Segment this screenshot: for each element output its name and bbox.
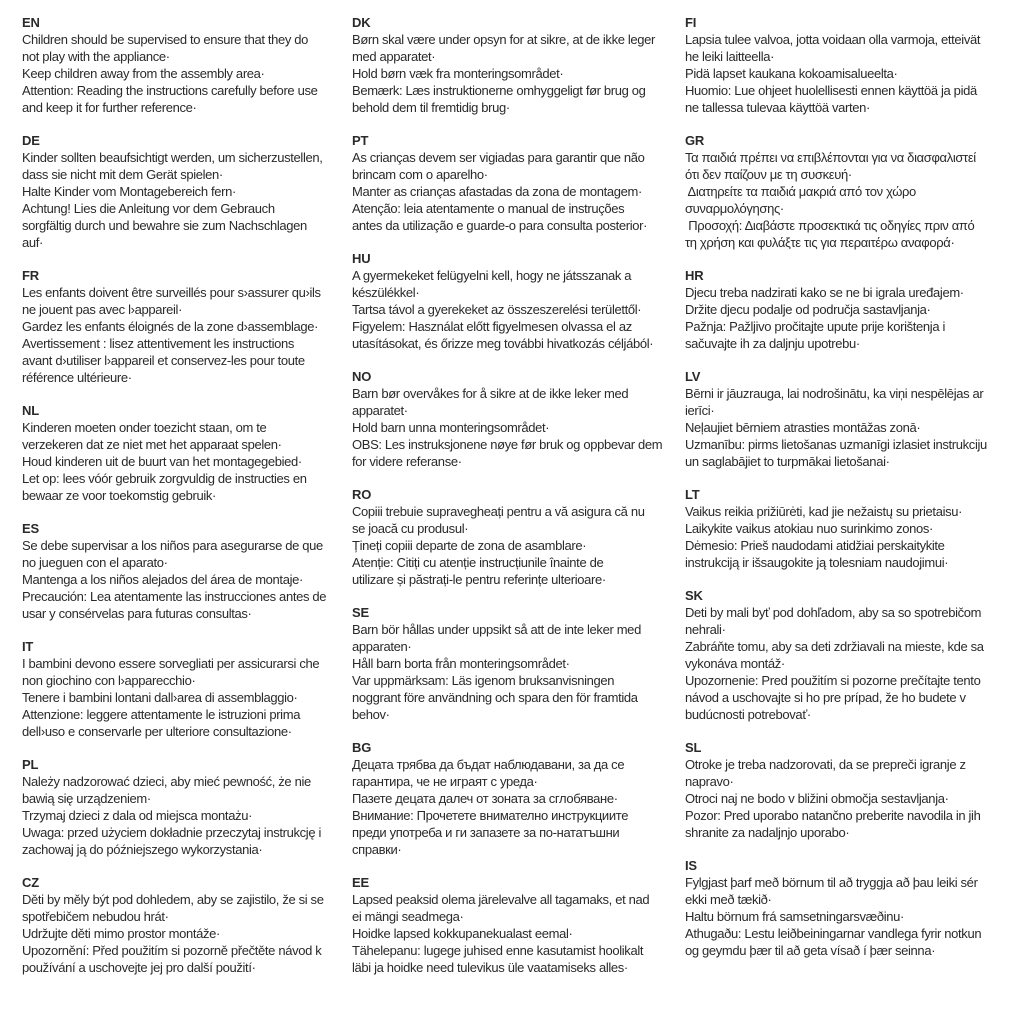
language-block-no: [352, 368, 680, 470]
instruction-line: utasításokat, és őrizze meg további hivatkozás céljából·: [352, 336, 654, 351]
language-code-label: DE: [22, 133, 40, 148]
instruction-line: he leiki laitteella·: [685, 49, 775, 64]
instruction-line: Vaikus reikia prižiūrėti, kad jie nežaistų su prietaisu·: [685, 504, 963, 519]
language-column-3: [685, 14, 1013, 975]
language-block-hr: [685, 267, 1013, 352]
language-block-pt: [352, 132, 680, 234]
language-block-sk: [685, 587, 1013, 723]
instruction-line: Țineți copiii departe de zona de asamblare·: [352, 538, 587, 553]
language-block-ro: [352, 486, 680, 588]
instruction-line: og geymdu þær til að geta vísað í þær seinna·: [685, 943, 936, 958]
language-block-pl: [22, 756, 350, 858]
language-code-label: HR: [685, 268, 704, 283]
instruction-line: Attenzione: leggere attentamente le istruzioni prima: [22, 707, 301, 722]
instruction-line: napravo·: [685, 774, 734, 789]
instruction-line: usar y consérvelas para futuras consultas·: [22, 606, 252, 621]
instruction-line: Fylgjast þarf með börnum til að tryggja að þau leiki sér: [685, 875, 978, 890]
language-block-sl: [685, 739, 1013, 841]
instruction-line: Pidä lapset kaukana kokoamisalueelta·: [685, 66, 898, 81]
instruction-line: Dėmesio: Prieš naudodami atidžiai perskaitykite: [685, 538, 945, 553]
language-block-de: [22, 132, 350, 251]
language-code-label: EE: [352, 875, 369, 890]
instruction-line: гарантира, че не играят с уреда·: [352, 774, 538, 789]
language-block-fr: [22, 267, 350, 386]
instruction-line: verzekeren dat ze niet met het apparaat spelen·: [22, 437, 282, 452]
language-block-fi: [685, 14, 1013, 116]
instruction-line: Udržujte děti mimo prostor montáže·: [22, 926, 220, 941]
instruction-line: Децата трябва да бъдат наблюдавани, за да се: [352, 757, 625, 772]
language-code-label: PT: [352, 133, 369, 148]
instruction-line: Τα παιδιά πρέπει να επιβλέπονται για να διασφαλιστεί: [685, 150, 976, 165]
instruction-line: Kinder sollten beaufsichtigt werden, um sicherzustellen,: [22, 150, 323, 165]
instruction-line: Upozornenie: Pred použitím si pozorne prečítajte tento: [685, 673, 981, 688]
language-code-label: FI: [685, 15, 697, 30]
instruction-line: bewaar ze voor toekomstig gebruik·: [22, 488, 217, 503]
language-code-label: DK: [352, 15, 371, 30]
instruction-line: Les enfants doivent être surveillés pour s›assurer qu›ils: [22, 285, 321, 300]
language-block-es: [22, 520, 350, 622]
instruction-line: Držite djecu podalje od područja sastavljanja·: [685, 302, 931, 317]
instruction-line: справки·: [352, 842, 402, 857]
instruction-line: instrukciją ir išsaugokite ją tolesniam naudojimui·: [685, 555, 949, 570]
instruction-line: Lapsed peaksid olema järelevalve all tagamaks, et nad: [352, 892, 650, 907]
instruction-line: Gardez les enfants éloignés de la zone d›assemblage·: [22, 319, 319, 334]
instruction-line: Achtung! Lies die Anleitung vor dem Gebrauch: [22, 201, 275, 216]
instruction-line: nehrali·: [685, 622, 726, 637]
instruction-line: Lapsia tulee valvoa, jotta voidaan olla varmoja, etteivät: [685, 32, 981, 47]
language-block-ee: [352, 874, 680, 976]
instruction-line: dell›uso e conservarle per ulteriore consultazione·: [22, 724, 292, 739]
instruction-line: ei mängi seadmega·: [352, 909, 464, 924]
instruction-line: for videre referanse·: [352, 454, 462, 469]
instruction-line: Copiii trebuie supravegheați pentru a vă asigura că nu: [352, 504, 645, 519]
instruction-line: τη χρήση και φυλάξτε τις για περαιτέρω αναφορά·: [685, 235, 955, 250]
instruction-line: Należy nadzorować dzieci, aby mieć pewność, że nie: [22, 774, 311, 789]
instruction-line: Se debe supervisar a los niños para asegurarse de que: [22, 538, 323, 553]
instruction-line: not play with the appliance·: [22, 49, 170, 64]
language-column-1: [22, 14, 350, 992]
instruction-line: Barn bör hållas under uppsikt så att de inte leker med: [352, 622, 641, 637]
instruction-line: Keep children away from the assembly area·: [22, 66, 265, 81]
instruction-line: budúcnosti potrebovať·: [685, 707, 811, 722]
instruction-line: Внимание: Прочетете внимателно инструкциите: [352, 808, 629, 823]
language-block-dk: [352, 14, 680, 116]
instruction-line: se joacă cu produsul·: [352, 521, 469, 536]
instruction-line: ότι δεν παίζουν με τη συσκευή·: [685, 167, 852, 182]
instruction-line: shranite za nadaljnjo uporabo·: [685, 825, 850, 840]
instruction-line: no jueguen con el aparato·: [22, 555, 168, 570]
instruction-line: Let op: lees vóór gebruik zorgvuldig de instructies en: [22, 471, 307, 486]
instruction-line: brincam com o aparelho·: [352, 167, 488, 182]
instruction-line: Uzmanību: pirms lietošanas uzmanīgi izlasiet instrukciju: [685, 437, 987, 452]
instruction-line: Děti by měly být pod dohledem, aby se zajistilo, že si se: [22, 892, 324, 907]
language-code-label: NO: [352, 369, 372, 384]
instruction-line: Håll barn borta från monteringsområdet·: [352, 656, 570, 671]
instruction-line: Deti by mali byť pod dohľadom, aby sa so spotrebičom: [685, 605, 982, 620]
instruction-line: antes da utilização e guarde-o para consulta posterior·: [352, 218, 648, 233]
language-code-label: LV: [685, 369, 701, 384]
instruction-line: Hoidke lapsed kokkupanekualast eemal·: [352, 926, 573, 941]
instruction-line: Uwaga: przed użyciem dokładnie przeczytaj instrukcję i: [22, 825, 322, 840]
instruction-line: Trzymaj dzieci z dala od miejsca montażu·: [22, 808, 253, 823]
language-code-label: SK: [685, 588, 703, 603]
instruction-line: Barn bør overvåkes for å sikre at de ikke leker med: [352, 386, 629, 401]
language-code-label: BG: [352, 740, 372, 755]
instruction-line: Houd kinderen uit de buurt van het montagegebied·: [22, 454, 302, 469]
language-block-en: [22, 14, 350, 116]
language-code-label: LT: [685, 487, 700, 502]
instruction-line: Laikykite vaikus atokiau nuo surinkimo zonos·: [685, 521, 933, 536]
instruction-line: Manter as crianças afastadas da zona de montagem·: [352, 184, 642, 199]
language-code-label: CZ: [22, 875, 39, 890]
instruction-line: sačuvajte ih za daljnju upotrebu·: [685, 336, 860, 351]
instruction-line: Figyelem: Használat előtt figyelmesen olvassa el az: [352, 319, 632, 334]
language-block-it: [22, 638, 350, 740]
instruction-line: apparatet·: [352, 403, 408, 418]
language-block-is: [685, 857, 1013, 959]
instruction-line: auf·: [22, 235, 44, 250]
instruction-line: Children should be supervised to ensure that they do: [22, 32, 309, 47]
instruction-line: преди употреба и ги запазете за по-нататъшни: [352, 825, 620, 840]
instruction-line: I bambini devono essere sorvegliati per assicurarsi che: [22, 656, 320, 671]
language-code-label: ES: [22, 521, 39, 536]
instruction-line: ne jouent pas avec l›appareil·: [22, 302, 183, 317]
instruction-line: Børn skal være under opsyn for at sikre, at de ikke leger: [352, 32, 656, 47]
instruction-line: Halte Kinder vom Montagebereich fern·: [22, 184, 236, 199]
instruction-line: Athugaðu: Lestu leiðbeiningarnar vandlega fyrir notkun: [685, 926, 982, 941]
language-code-label: SL: [685, 740, 702, 755]
instruction-line: spotřebičem nebudou hrát·: [22, 909, 169, 924]
instruction-line: Mantenga a los niños alejados del área de montaje·: [22, 572, 303, 587]
instruction-line: Hold børn væk fra monteringsområdet·: [352, 66, 564, 81]
instruction-line: készülékkel·: [352, 285, 420, 300]
instruction-line: utilizare și păstrați-le pentru referințe ulterioare·: [352, 572, 606, 587]
language-block-lt: [685, 486, 1013, 571]
instruction-line: Bemærk: Læs instruktionerne omhyggeligt før brug og: [352, 83, 646, 98]
language-code-label: FR: [22, 268, 39, 283]
instruction-line: Neļaujiet bērniem atrasties montāžas zonā·: [685, 420, 921, 435]
instruction-line: Avertissement : lisez attentivement les instructions: [22, 336, 295, 351]
instruction-line: behov·: [352, 707, 390, 722]
instruction-line: Atenție: Citiți cu atenție instrucțiunile înainte de: [352, 555, 604, 570]
instruction-line: zachowaj ją do późniejszego wykorzystania·: [22, 842, 263, 857]
instruction-line: Pažnja: Pažljivo pročitajte upute prije korištenja i: [685, 319, 945, 334]
language-code-label: HU: [352, 251, 371, 266]
instruction-line: Huomio: Lue ohjeet huolellisesti ennen käyttöä ja pidä: [685, 83, 977, 98]
instruction-line: Tähelepanu: lugege juhised enne kasutamist hoolikalt: [352, 943, 644, 958]
instruction-line: Kinderen moeten onder toezicht staan, om te: [22, 420, 267, 435]
instruction-line: Atenção: leia atentamente o manual de instruções: [352, 201, 625, 216]
instruction-line: ne tallessa tulevaa käyttöä varten·: [685, 100, 871, 115]
instruction-line: Пазете децата далеч от зоната за сглобяване·: [352, 791, 618, 806]
language-block-se: [352, 604, 680, 723]
language-code-label: EN: [22, 15, 40, 30]
language-block-lv: [685, 368, 1013, 470]
instruction-line: Διατηρείτε τα παιδιά μακριά από τον χώρο: [685, 184, 916, 199]
language-code-label: RO: [352, 487, 372, 502]
instruction-line: sorgfältig durch und bewahre sie zum Nachschlagen: [22, 218, 307, 233]
instruction-line: läbi ja hoidke need tulevikus üle vaatamiseks alles·: [352, 960, 628, 975]
language-code-label: IT: [22, 639, 34, 654]
instruction-line: Djecu treba nadzirati kako se ne bi igrala uređajem·: [685, 285, 964, 300]
language-block-gr: [685, 132, 1013, 251]
instruction-line: Upozornění: Před použitím si pozorně přečtěte návod k: [22, 943, 322, 958]
instruction-line: avant d›utiliser l›appareil et conservez-les pour toute: [22, 353, 305, 368]
language-code-label: PL: [22, 757, 39, 772]
instruction-line: ekki með tækið·: [685, 892, 772, 907]
instruction-line: référence ultérieure·: [22, 370, 132, 385]
instruction-line: vykonáva montáž·: [685, 656, 785, 671]
instruction-line: používání a uschovejte jej pro další použití·: [22, 960, 256, 975]
instruction-line: un saglabājiet to turpmākai lietošanai·: [685, 454, 890, 469]
instruction-line: behold dem til fremtidig brug·: [352, 100, 510, 115]
instruction-line: dass sie nicht mit dem Gerät spielen·: [22, 167, 223, 182]
language-block-cz: [22, 874, 350, 976]
instruction-line: noggrant före användning och spara den för framtida: [352, 690, 638, 705]
instruction-line: A gyermekeket felügyelni kell, hogy ne játsszanak a: [352, 268, 632, 283]
instruction-line: and keep it for further reference·: [22, 100, 197, 115]
language-code-label: IS: [685, 858, 697, 873]
instruction-line: apparaten·: [352, 639, 412, 654]
instruction-line: Otroci naj ne bodo v bližini območja sestavljanja·: [685, 791, 949, 806]
instruction-line: Otroke je treba nadzorovati, da se prepreči igranje z: [685, 757, 966, 772]
instruction-line: non giochino con l›apparecchio·: [22, 673, 196, 688]
language-block-hu: [352, 250, 680, 352]
instruction-line: bawią się urządzeniem·: [22, 791, 151, 806]
language-block-bg: [352, 739, 680, 858]
instruction-line: Zabráňte tomu, aby sa deti zdržiavali na mieste, kde sa: [685, 639, 984, 654]
instruction-line: Bērni ir jāuzrauga, lai nodrošinātu, ka viņi nespēlējas ar: [685, 386, 984, 401]
instruction-line: Attention: Reading the instructions carefully before use: [22, 83, 318, 98]
instruction-line: Var uppmärksam: Läs igenom bruksanvisningen: [352, 673, 615, 688]
instruction-line: Προσοχή: Διαβάστε προσεκτικά τις οδηγίες πριν από: [685, 218, 975, 233]
instruction-line: ierīci·: [685, 403, 715, 418]
language-code-label: GR: [685, 133, 705, 148]
instruction-line: Haltu börnum frá samsetningarsvæðinu·: [685, 909, 904, 924]
instruction-line: Precaución: Lea atentamente las instrucciones antes de: [22, 589, 327, 604]
language-code-label: SE: [352, 605, 369, 620]
instruction-line: med apparatet·: [352, 49, 436, 64]
language-column-2: [352, 14, 680, 992]
instruction-line: Hold barn unna monteringsområdet·: [352, 420, 550, 435]
language-code-label: NL: [22, 403, 39, 418]
instruction-line: Tenere i bambini lontani dall›area di assemblaggio·: [22, 690, 298, 705]
instruction-line: συναρμολόγησης·: [685, 201, 784, 216]
language-block-nl: [22, 402, 350, 504]
instruction-line: Pozor: Pred uporabo natančno preberite navodila in jih: [685, 808, 981, 823]
instruction-line: OBS: Les instruksjonene nøye før bruk og oppbevar dem: [352, 437, 663, 452]
instruction-line: návod a uschovajte si ho pre prípad, že ho budete v: [685, 690, 966, 705]
instruction-line: As crianças devem ser vigiadas para garantir que não: [352, 150, 645, 165]
instruction-line: Tartsa távol a gyerekeket az összeszerelési területtől·: [352, 302, 642, 317]
